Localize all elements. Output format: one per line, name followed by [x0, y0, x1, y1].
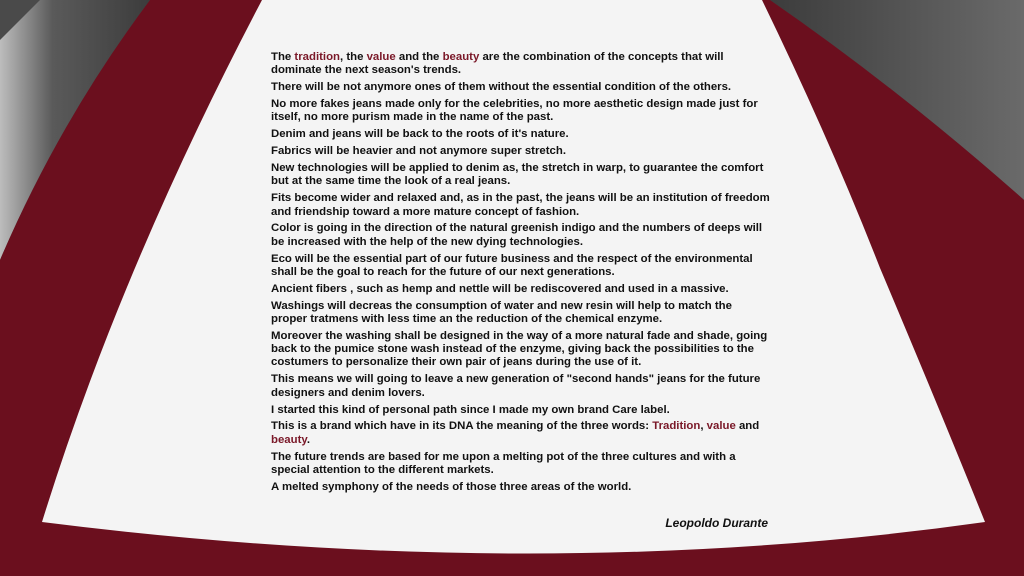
- paragraph: [271, 98, 771, 125]
- paragraph-text: Color is going in the direction of the natural greenish indigo and the numbers of deeps will be increased with the help of the new dying technologies.: [271, 222, 763, 248]
- paragraph-text: ,: [700, 420, 707, 433]
- paragraph: [271, 81, 771, 94]
- highlighted-word: beauty: [271, 433, 307, 446]
- paragraph-text: Eco will be the essential part of our future business and the respect of the environmental shall be the goal to reach for the future of our next generations.: [271, 252, 753, 278]
- paragraph-text: Fabrics will be heavier and not anymore super stretch.: [271, 145, 566, 158]
- paragraph: [271, 451, 771, 478]
- paragraph-text: and the: [395, 51, 443, 63]
- paragraph: [271, 162, 771, 189]
- paragraph: [271, 192, 771, 219]
- paragraph-text: Washings will decreas the consumption of water and new resin will help to match the proper tratmens with less time an the reduction of the chemical enzyme.: [271, 299, 732, 325]
- paragraph: [271, 373, 771, 400]
- paragraph-text: , the: [339, 51, 367, 63]
- paragraph-text: and: [735, 420, 760, 433]
- paragraph: [271, 128, 771, 141]
- paragraph-text: This means we will going to leave a new generation of "second hands" jeans for the future designers and denim lovers.: [271, 373, 761, 399]
- paragraph-text: The future trends are based for me upon a melting pot of the three cultures and with a special attention to the different markets.: [271, 450, 736, 476]
- paragraph-text: are the combination of the concepts that will dominate the next season's trends.: [271, 51, 724, 77]
- highlighted-word: beauty: [442, 51, 480, 63]
- paragraph: [271, 420, 771, 447]
- paragraph-text: The: [271, 51, 295, 63]
- paragraph-text: No more fakes jeans made only for the celebrities, no more aesthetic design made just for itself, no more purism made in the name of the past.: [271, 98, 758, 124]
- paragraph: [271, 253, 771, 280]
- highlighted-word: value: [366, 51, 396, 63]
- paragraph-text: Moreover the washing shall be designed in the way of a more natural fade and shade, going back to the pumice stone wash instead of the enzyme, giving back the possibilities to the costumers to personalize their own pair of jeans during the use of it.: [271, 329, 768, 369]
- highlighted-word: tradition: [294, 51, 340, 63]
- paragraph-text: New technologies will be applied to denim as, the stretch in warp, to guarantee the comfort but at the same time the look of a real jeans.: [271, 162, 764, 188]
- paragraph-text: Fits become wider and relaxed and, as in the past, the jeans will be an institution of freedom and friendship toward a more mature concept of fashion.: [271, 192, 770, 218]
- paragraph: [271, 404, 771, 417]
- paragraph-text: .: [306, 433, 311, 446]
- paragraph: [271, 145, 771, 158]
- highlighted-word: value: [706, 420, 736, 433]
- author-signature: Leopoldo Durante: [665, 516, 768, 530]
- paragraph: [271, 283, 771, 296]
- highlighted-word: Tradition: [652, 420, 701, 433]
- paragraph: [271, 51, 771, 78]
- paragraph: [271, 330, 771, 370]
- paragraph-text: A melted symphony of the needs of those three areas of the world.: [271, 480, 632, 493]
- paragraph-text: Ancient fibers , such as hemp and nettle will be rediscovered and used in a massive.: [271, 282, 729, 295]
- paragraph-text: I started this kind of personal path since I made my own brand Care label.: [271, 403, 670, 416]
- manifesto-text-block: [271, 51, 771, 498]
- paragraph: [271, 222, 771, 249]
- paragraph-text: There will be not anymore ones of them without the essential condition of the others.: [271, 81, 732, 94]
- paragraph: [271, 481, 771, 494]
- paragraph: [271, 300, 771, 327]
- paragraph-text: Denim and jeans will be back to the roots of it's nature.: [271, 128, 569, 141]
- paragraph-text: This is a brand which have in its DNA the meaning of the three words:: [271, 420, 653, 433]
